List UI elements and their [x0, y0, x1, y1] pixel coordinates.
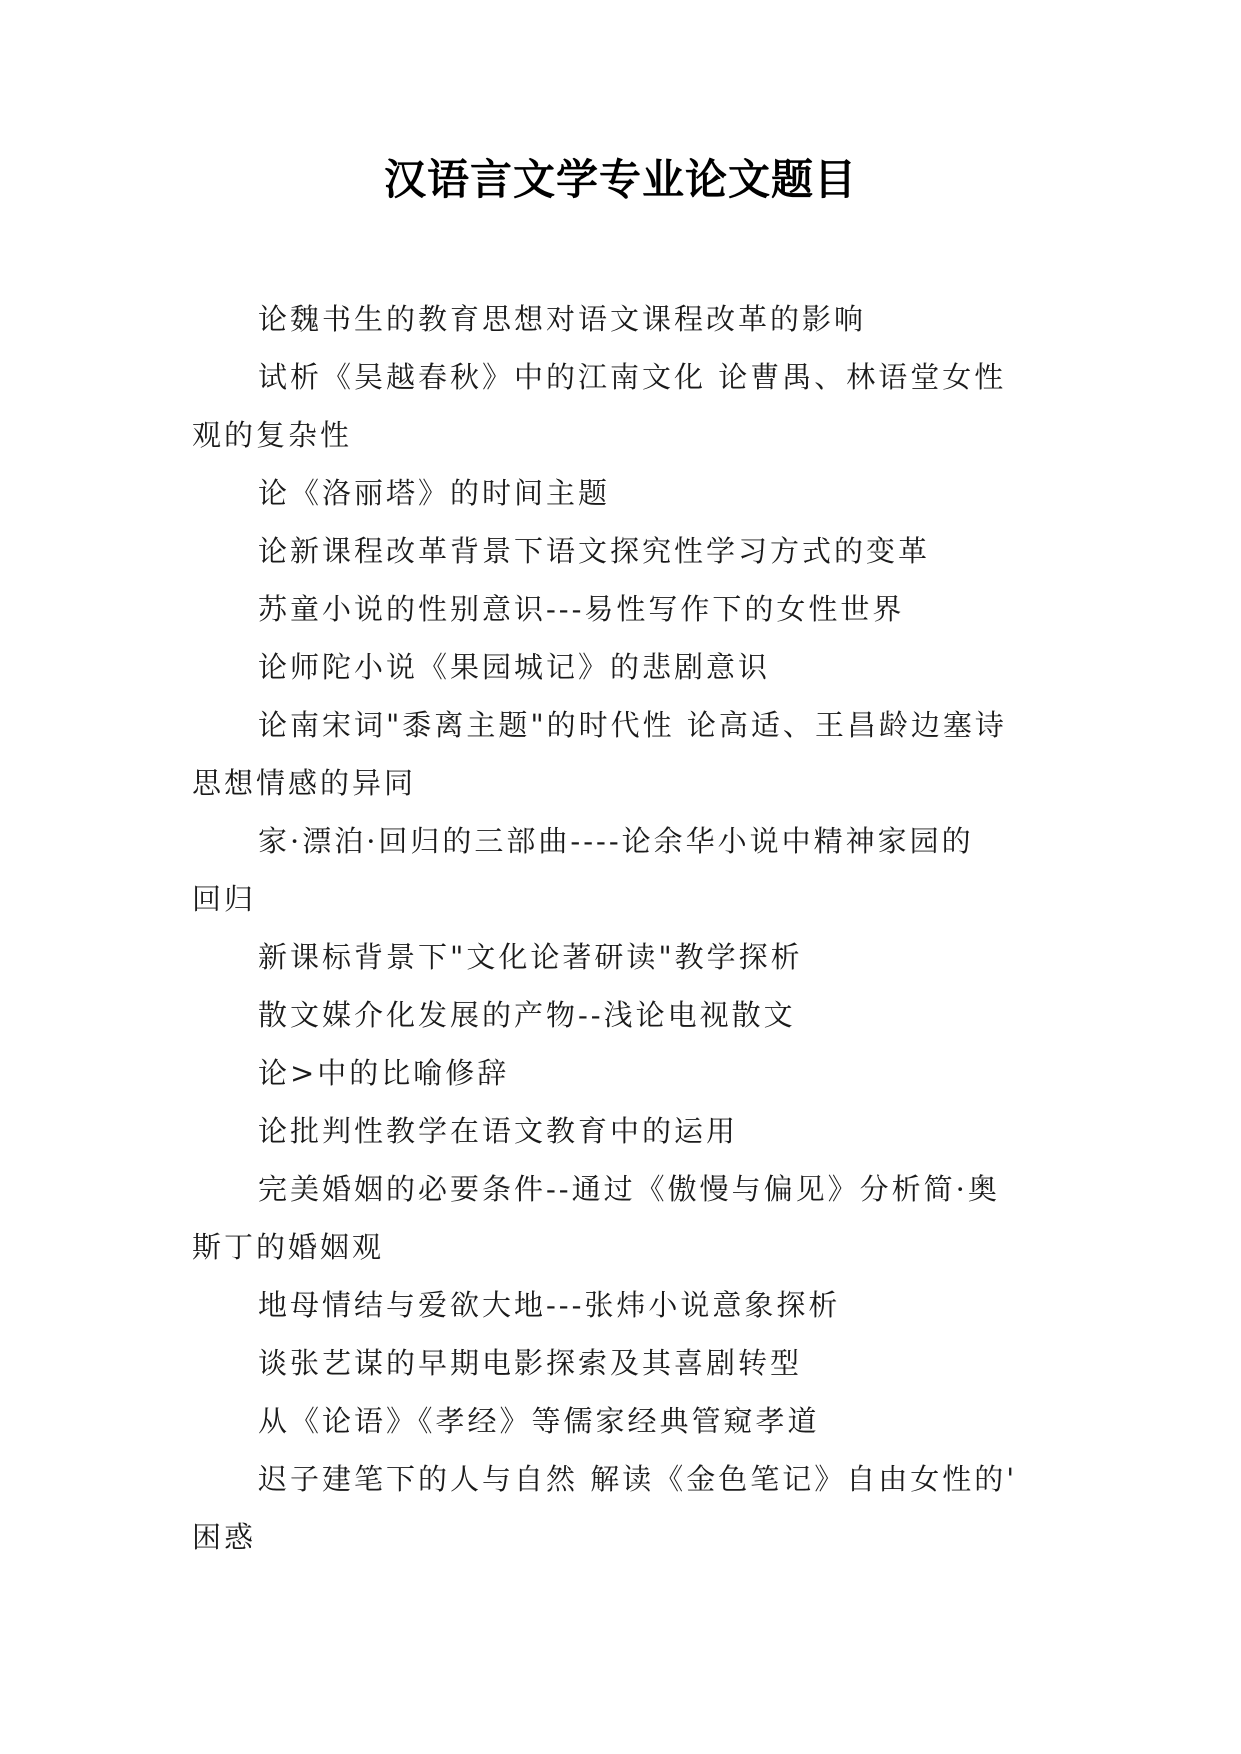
thesis-topic-paragraph [192, 1450, 1052, 1566]
thesis-topic-paragraph [192, 522, 1052, 580]
thesis-topic-paragraph [192, 1102, 1052, 1160]
thesis-topic-line: 困惑 [192, 1520, 257, 1554]
thesis-topic-paragraph [192, 1044, 1052, 1102]
thesis-topic-line: 论《洛丽塔》的时间主题 [258, 476, 611, 510]
thesis-topic-line: 家·漂泊·回归的三部曲----论余华小说中精神家园的 [258, 824, 974, 858]
document-title: 汉语言文学专业论文题目 [383, 155, 857, 204]
thesis-topic-line: 论批判性教学在语文教育中的运用 [258, 1114, 739, 1148]
thesis-topic-line: 迟子建笔下的人与自然 解读《金色笔记》自由女性的' [258, 1462, 1018, 1496]
thesis-topic-paragraph [192, 1276, 1052, 1334]
thesis-topic-paragraph [192, 580, 1052, 638]
thesis-topic-line: 从《论语》《孝经》等儒家经典管窥孝道 [258, 1404, 820, 1438]
thesis-topic-paragraph [192, 812, 1052, 928]
thesis-topic-line: 思想情感的异同 [192, 766, 417, 800]
thesis-topic-line: 新课标背景下"文化论著研读"教学探析 [258, 940, 803, 974]
thesis-topic-line: 斯丁的婚姻观 [192, 1230, 385, 1264]
thesis-topic-paragraph [192, 348, 1052, 464]
thesis-topic-line: 论师陀小说《果园城记》的悲剧意识 [258, 650, 771, 684]
thesis-topic-paragraph [192, 986, 1052, 1044]
thesis-topic-line: 观的复杂性 [192, 418, 353, 452]
thesis-topic-line: 回归 [192, 882, 257, 916]
thesis-topic-line: 论南宋词"黍离主题"的时代性 论高适、王昌龄边塞诗 [258, 708, 1007, 742]
thesis-topic-line: 论新课程改革背景下语文探究性学习方式的变革 [258, 534, 931, 568]
thesis-topic-line: 完美婚姻的必要条件--通过《傲慢与偏见》分析简·奥 [258, 1172, 1000, 1206]
thesis-topic-line: 地母情结与爱欲大地---张炜小说意象探析 [258, 1288, 841, 1322]
thesis-topic-line: 论>中的比喻修辞 [258, 1056, 510, 1090]
thesis-topic-paragraph [192, 1334, 1052, 1392]
thesis-topic-paragraph [192, 464, 1052, 522]
thesis-topic-line: 试析《吴越春秋》中的江南文化 论曹禺、林语堂女性 [258, 360, 1007, 394]
thesis-topic-line: 苏童小说的性别意识---易性写作下的女性世界 [258, 592, 905, 626]
thesis-topic-paragraph [192, 1160, 1052, 1276]
thesis-topic-line: 论魏书生的教育思想对语文课程改革的影响 [258, 302, 867, 336]
thesis-topic-paragraph [192, 290, 1052, 348]
thesis-topic-paragraph [192, 696, 1052, 812]
document-body [192, 290, 1052, 1566]
thesis-topic-line: 散文媒介化发展的产物--浅论电视散文 [258, 998, 796, 1032]
thesis-topic-paragraph [192, 638, 1052, 696]
thesis-topic-paragraph [192, 1392, 1052, 1450]
thesis-topic-line: 谈张艺谋的早期电影探索及其喜剧转型 [258, 1346, 803, 1380]
thesis-topic-paragraph [192, 928, 1052, 986]
